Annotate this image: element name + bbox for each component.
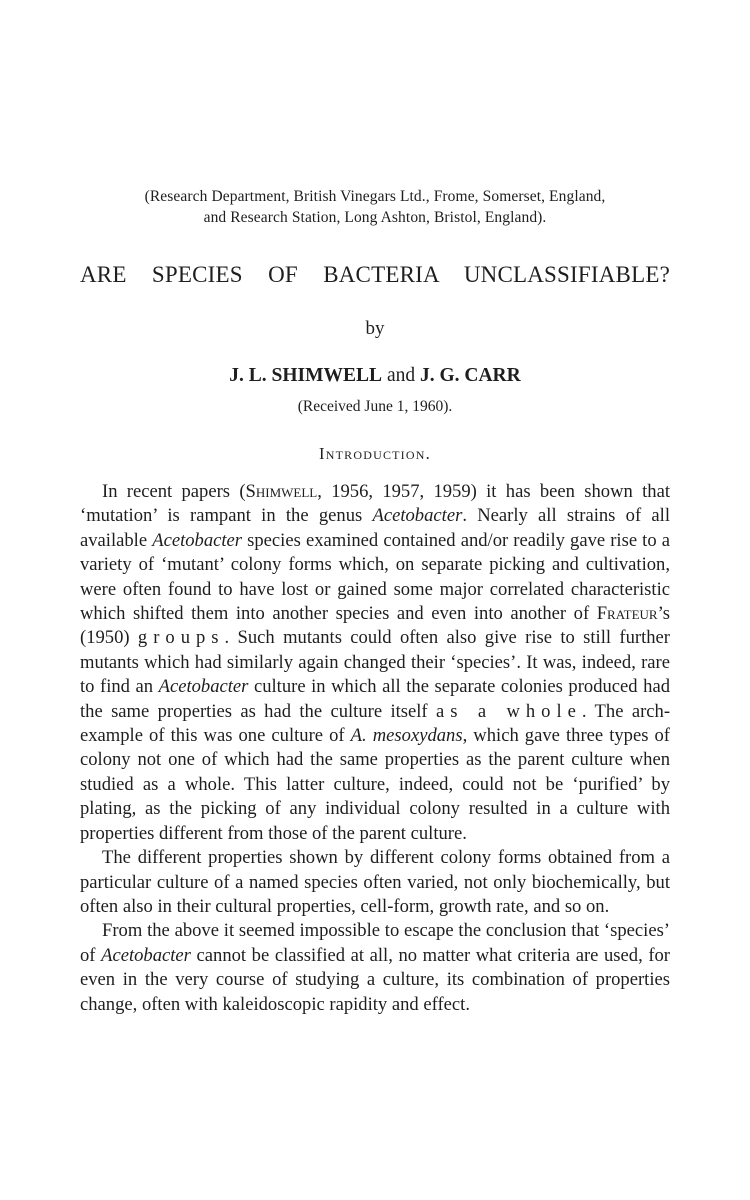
section-heading: Introduction.	[319, 444, 431, 463]
author-1: J. L. SHIMWELL	[229, 365, 383, 386]
genus-name: Acetobacter	[158, 676, 249, 698]
author-citation: Shimwell	[245, 481, 318, 502]
text-run: , which gave three types of colony not one of which had the same properties as the parent culture when studied as a whole. This latter culture, indeed, could not be ‘purified’ by plating, as the picking of any individual colony resulted in a culture with properties different from those of the parent culture.	[80, 725, 671, 844]
text-run: ’s (1950)	[80, 603, 670, 649]
author-2: J. G. CARR	[419, 365, 521, 386]
text-run: . Nearly all strains of all available	[80, 505, 670, 551]
text-run: From the above it seemed impossible to escape the conclusion that ‘species’ of	[80, 920, 670, 966]
byline: by	[365, 318, 385, 339]
affiliation-line-1: (Research Department, British Vinegars Ltd., Frome, Somerset, England,	[144, 188, 606, 205]
body-text	[80, 480, 670, 1017]
affiliation	[80, 186, 670, 228]
paragraph-1	[80, 480, 670, 846]
genus-name: Acetobacter	[372, 505, 463, 527]
text-run: species examined contained and/or readily gave rise to a variety of ‘mutant’ colony forms which, on separate picking and cultivation, were often found to have lost or gained some major correlated characteristic which shifted them into another species and even into another of	[80, 529, 670, 625]
authors-conjunction: and	[386, 365, 416, 386]
text-run: . Such mutants could often also give rise to still further mutants which had similarly again changed their ‘species’. It was, indeed, rare to find an	[80, 627, 670, 698]
affiliation-line-2: and Research Station, Long Ashton, Bristol, England).	[203, 209, 547, 226]
genus-name: Acetobacter	[101, 944, 191, 966]
authors	[80, 365, 670, 387]
article-title: ARE SPECIES OF BACTERIA UNCLASSIFIABLE?	[80, 262, 670, 287]
received-date: (Received June 1, 1960).	[297, 398, 453, 415]
text-run: culture in which all the separate colonies produced had the same properties as had the culture itself	[80, 676, 670, 722]
genus-name: Acetobacter	[152, 529, 243, 551]
text-run: , 1956, 1957, 1959) it has been shown that ‘mutation’ is rampant in the genus	[80, 481, 670, 527]
text-run: . The arch-example of this was one culture of	[80, 700, 671, 747]
species-name: A. mesoxydans	[350, 725, 463, 747]
text-run: In recent papers (	[102, 481, 246, 502]
spaced-emphasis: as a whole	[435, 700, 582, 722]
paragraph-3	[80, 919, 670, 1017]
text-run: cannot be classified at all, no matter what criteria are used, for even in the very course of studying a culture, its combination of properties change, often with kaleidoscopic rapidity and effect.	[80, 944, 670, 1015]
author-citation: Frateur	[596, 603, 658, 625]
paragraph-2: The different properties shown by different colony forms obtained from a particular culture of a named species often varied, not only biochemically, but often also in their cultural properties, cell-form, growth rate, and so on.	[80, 847, 670, 917]
spaced-emphasis: groups	[137, 627, 225, 649]
